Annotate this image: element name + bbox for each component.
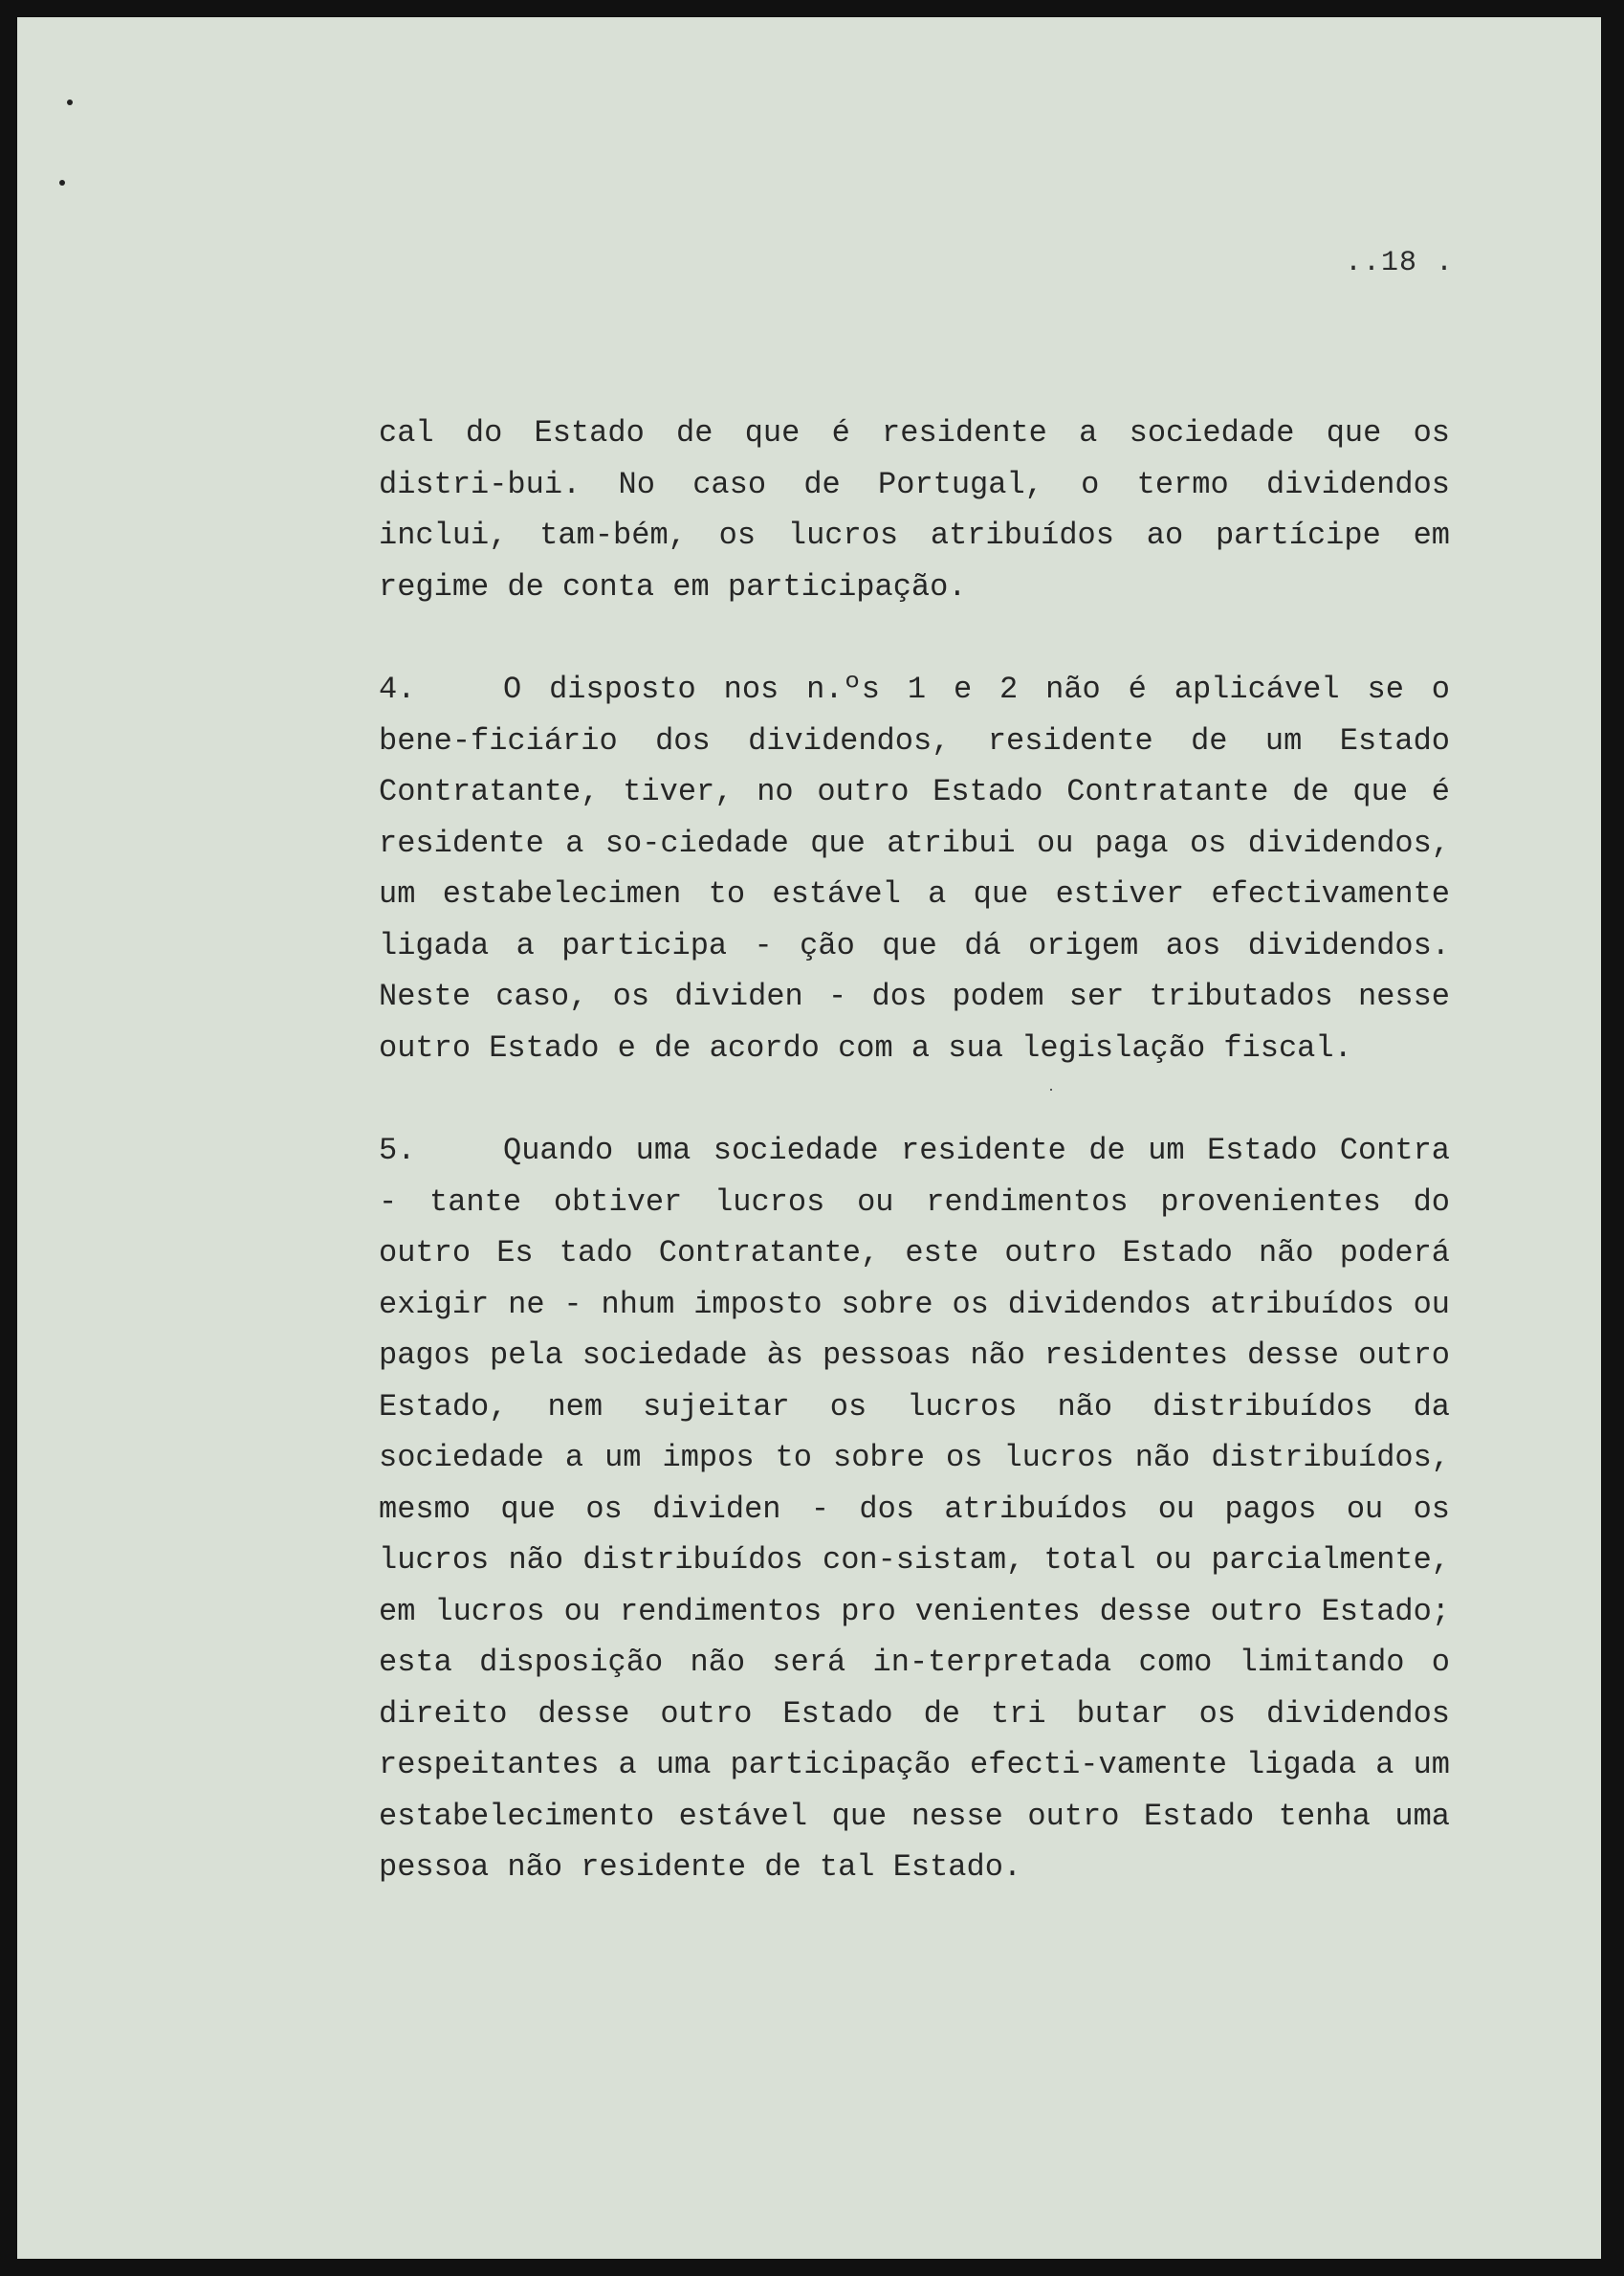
paragraph-number: 4.	[379, 672, 416, 707]
paragraph-5	[379, 1125, 1469, 1893]
document-page	[17, 17, 1601, 2259]
document-body	[379, 408, 1469, 1945]
paragraph-number: 5.	[379, 1133, 416, 1168]
paragraph-text: Quando uma sociedade residente de um Estado Contra - tante obtiver lucros ou rendimentos provenientes do outro Es tado Contratante, este outro Estado não poderá exigir ne - nhum imposto sobre os dividendos atribuídos ou pagos pela sociedade às pessoas não residentes desse outro Estado, nem sujeitar os lucros não distribuídos da sociedade a um impos to sobre os lucros não distribuídos, mesmo que os dividen - dos atribuídos ou pagos ou os lucros não distribuídos con-sistam, total ou parcialmente, em lucros ou rendimentos pro venientes desse outro Estado; esta disposição não será in-terpretada como limitando o direito desse outro Estado de tri butar os dividendos respeitantes a uma participação efecti-vamente ligada a um estabelecimento estável que nesse outro Estado tenha uma pessoa não residente de tal Estado.	[379, 1133, 1469, 1885]
paragraph-text: cal do Estado de que é residente a sociedade que os distri-bui. No caso de Portugal, o termo dividendos inclui, tam-bém, os lucros atribuídos ao partícipe em regime de conta em participação.	[379, 415, 1469, 605]
paragraph-4	[379, 664, 1469, 1073]
margin-mark	[59, 180, 65, 186]
paragraph-continuation	[379, 408, 1469, 612]
margin-mark	[67, 99, 73, 105]
page-number: ..18 .	[1345, 247, 1455, 279]
paragraph-text: O disposto nos n.ºs 1 e 2 não é aplicável se o bene-ficiário dos dividendos, residente de um Estado Contratante, tiver, no outro Estado Contratante de que é residente a so-ciedade que atribui ou paga os dividendos, um estabelecimen to estável a que estiver efectivamente ligada a participa - ção que dá origem aos dividendos. Neste caso, os dividen - dos podem ser tributados nesse outro Estado e de acordo com a sua legislação fiscal.	[379, 672, 1469, 1066]
